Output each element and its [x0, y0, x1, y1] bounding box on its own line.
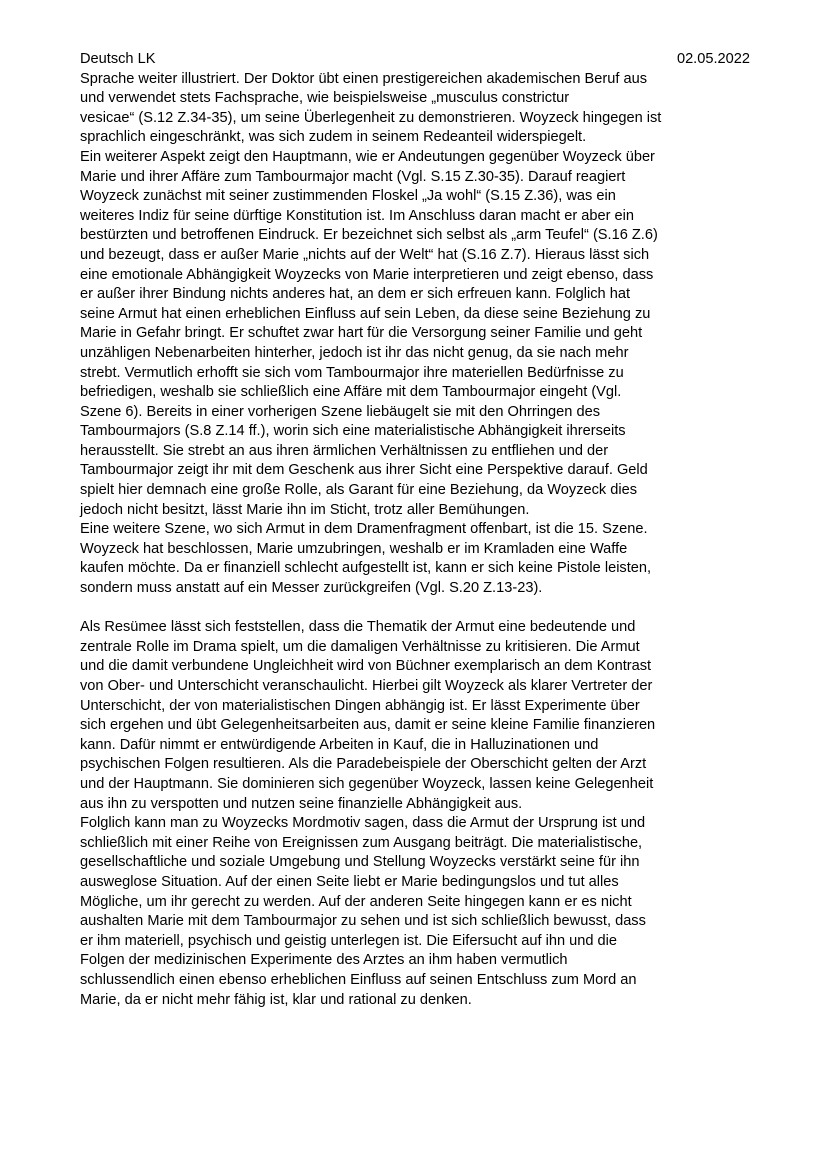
text-line: vesicae“ (S.12 Z.34-35), um seine Überlegenheit zu demonstrieren. Woyzeck hingegen ist	[80, 109, 662, 126]
text-line: kaufen möchte. Da er finanziell schlecht aufgestellt ist, kann er sich keine Pistole leisten,	[80, 560, 652, 577]
text-line: weiteres Indiz für seine dürftige Konstitution ist. Im Anschluss daran macht er aber ein	[80, 207, 635, 224]
text-line: von Ober- und Unterschicht veranschaulicht. Hierbei gilt Woyzeck als klarer Vertreter der	[80, 678, 653, 694]
text-line: und der Hauptmann. Sie dominieren sich gegenüber Woyzeck, lassen keine Gelegenheit	[80, 775, 654, 792]
text-line: Unterschicht, der von materialistischen Dingen abhängig ist. Er lässt Experimente über	[80, 697, 640, 714]
text-line: unzähligen Nebenarbeiten hinterher, jedoch ist ihr das nicht genug, da sie nach mehr	[80, 344, 629, 361]
text-line: Woyzeck zunächst mit seiner zustimmenden Floskel „Ja wohl“ (S.15 Z.36), was ein	[80, 188, 616, 205]
text-line: spielt hier demnach eine große Rolle, als Garant für eine Beziehung, da Woyzeck dies	[80, 482, 638, 499]
text-line: er außer ihrer Bindung nichts anderes hat, an dem er sich erfreuen kann. Folglich hat	[80, 286, 631, 303]
text-line: schlussendlich einen ebenso erheblichen Einfluss auf seinen Entschluss zum Mord an	[80, 971, 637, 988]
text-line: Folgen der medizinischen Experimente des Arztes an ihm haben vermutlich	[80, 952, 568, 969]
text-line: Tambourmajor zeigt ihr mit dem Geschenk aus ihrer Sicht eine Perspektive darauf. Geld	[80, 462, 648, 479]
page-header	[80, 50, 750, 70]
text-line: und verwendet stets Fachsprache, wie beispielsweise „musculus constrictur	[80, 90, 570, 107]
text-line: Ein weiterer Aspekt zeigt den Hauptmann, wie er Andeutungen gegenüber Woyzeck über	[80, 148, 655, 165]
essay-body	[80, 70, 750, 1011]
text-line: Szene 6). Bereits in einer vorherigen Szene liebäugelt sie mit den Ohrringen des	[80, 403, 600, 420]
text-line: schließlich mit einer Reihe von Ereignissen zum Ausgang beiträgt. Die materialistische,	[80, 834, 643, 851]
text-line: ausweglose Situation. Auf der einen Seite liebt er Marie bedingungslos und tut alles	[80, 873, 619, 890]
text-line: eine emotionale Abhängigkeit Woyzecks von Marie interpretieren und zeigt ebenso, dass	[80, 266, 654, 283]
text-line: jedoch nicht besitzt, lässt Marie ihn im Sticht, trotz aller Bemühungen.	[80, 501, 530, 518]
text-line: herausstellt. Sie strebt an aus ihren ärmlichen Verhältnissen zu entfliehen und der	[80, 442, 609, 459]
text-line: Mögliche, um ihr gerecht zu werden. Auf der anderen Seite hingegen kann er es nicht	[80, 893, 632, 910]
text-line: sondern muss anstatt auf ein Messer zurückgreifen (Vgl. S.20 Z.13-23).	[80, 580, 543, 597]
text-line: kann. Dafür nimmt er entwürdigende Arbeiten in Kauf, die in Halluzinationen und	[80, 736, 599, 753]
text-line: seine Armut hat einen erheblichen Einfluss auf sein Leben, da diese seine Beziehung zu	[80, 305, 651, 322]
text-line: aushalten Marie mit dem Tambourmajor zu sehen und ist sich schließlich bewusst, dass	[80, 913, 646, 930]
course-label: Deutsch LK	[80, 51, 156, 67]
text-line: und bezeugt, dass er außer Marie „nichts auf der Welt“ hat (S.16 Z.7). Hieraus lässt sich	[80, 246, 650, 263]
text-line: bestürzten und betroffenen Eindruck. Er bezeichnet sich selbst als „arm Teufel“ (S.16 Z.6)	[80, 227, 658, 244]
text-line: er ihm materiell, psychisch und geistig unterlegen ist. Die Eifersucht auf ihn und die	[80, 932, 618, 949]
text-line: Marie und ihrer Affäre zum Tambourmajor macht (Vgl. S.15 Z.30-35). Darauf reagiert	[80, 168, 626, 185]
text-line: strebt. Vermutlich erhofft sie sich vom Tambourmajor ihre materiellen Bedürfnisse zu	[80, 364, 624, 381]
text-line: gesellschaftliche und soziale Umgebung und Stellung Woyzecks verstärkt seine für ihn	[80, 854, 640, 871]
text-line: Folglich kann man zu Woyzecks Mordmotiv sagen, dass die Armut der Ursprung ist und	[80, 815, 646, 832]
text-line: sich ergehen und übt Gelegenheitsarbeiten aus, damit er seine kleine Familie finanzieren	[80, 717, 656, 734]
text-line: befriedigen, weshalb sie schließlich eine Affäre mit dem Tambourmajor eingeht (Vgl.	[80, 384, 622, 401]
text-line: Tambourmajors (S.8 Z.14 ff.), worin sich eine materialistische Abhängigkeit ihrerseits	[80, 423, 626, 440]
text-line: Eine weitere Szene, wo sich Armut in dem Dramenfragment offenbart, ist die 15. Szene.	[80, 521, 648, 538]
text-line: Marie in Gefahr bringt. Er schuftet zwar hart für die Versorgung seiner Familie und geht	[80, 325, 643, 342]
paragraph-break	[80, 599, 750, 619]
text-line: und die damit verbundene Ungleichheit wird von Büchner exemplarisch an dem Kontrast	[80, 658, 652, 675]
text-line: zentrale Rolle im Drama spielt, um die damaligen Verhältnisse zu kritisieren. Die Armut	[80, 638, 640, 655]
document-page	[80, 50, 750, 1010]
text-line: Marie, da er nicht mehr fähig ist, klar und rational zu denken.	[80, 991, 472, 1008]
text-line: aus ihn zu verspotten und nutzen seine finanzielle Abhängigkeit aus.	[80, 795, 523, 812]
text-line: Als Resümee lässt sich feststellen, dass die Thematik der Armut eine bedeutende und	[80, 619, 636, 636]
text-line: Woyzeck hat beschlossen, Marie umzubringen, weshalb er im Kramladen eine Waffe	[80, 540, 628, 557]
date-label: 02.05.2022	[676, 51, 750, 67]
text-line: sprachlich eingeschränkt, was sich zudem in seinem Redeanteil widerspiegelt.	[80, 129, 587, 146]
text-line: Sprache weiter illustriert. Der Doktor übt einen prestigereichen akademischen Beruf aus	[80, 70, 648, 87]
text-line: psychischen Folgen resultieren. Als die Paradebeispiele der Oberschicht gelten der Arzt	[80, 756, 647, 773]
